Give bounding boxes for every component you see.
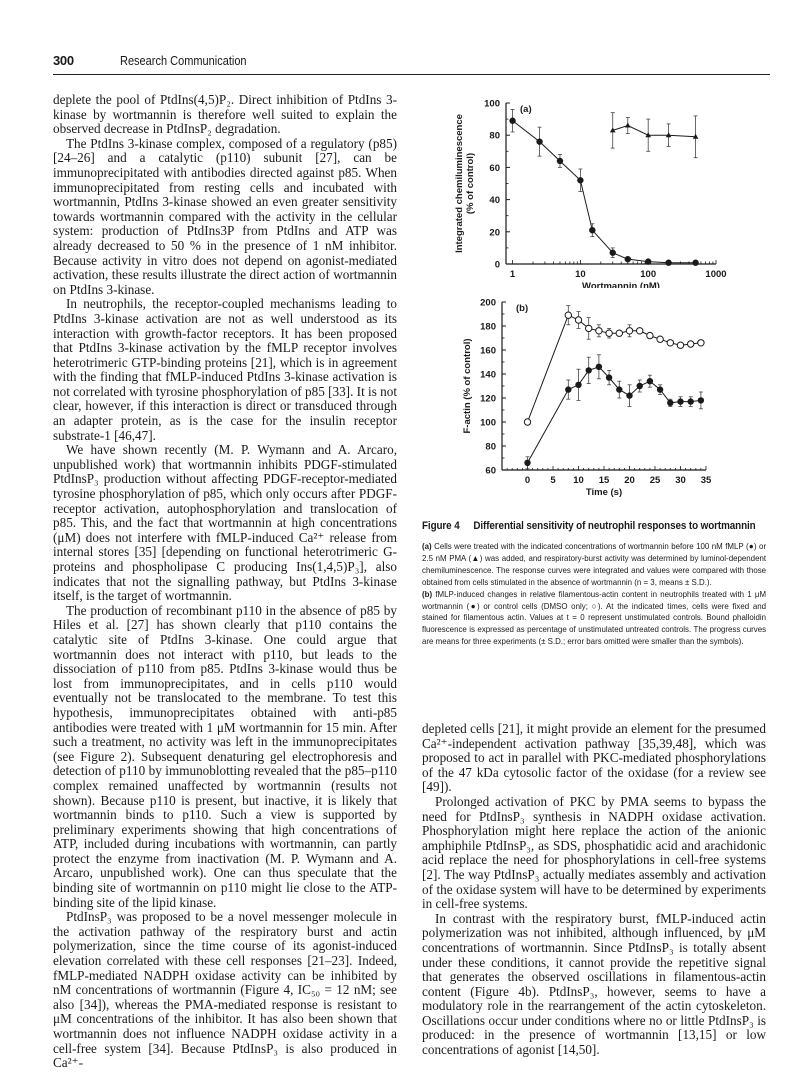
y-tick-label: 60 [485, 465, 496, 477]
data-point [616, 330, 622, 336]
x-axis-label: Time (s) [585, 487, 623, 497]
paragraph: We have shown recently (M. P. Wymann and A. Arcaro, unpublished work) that wortmannin inhibits PDGF-stimulated PtdInsP₃ production without affecting PDGF-receptor-mediated tyrosine phosphorylation of p85, which only occurs after PDGF-receptor activation, autophosphorylation and translocation of p85. This, and the fact that wortmannin at high concentrations (μM) does not interfere with fMLP-induced Ca²⁺ release from internal stores [35] [depending on functional heterotrimeric G-proteins and phospholipase C producing Ins(1,4,5)P₃], also indicates that not the signalling pathway, but PtdIns 3-kinase itself, is the target of wortmannin. [53, 442, 397, 604]
x-tick-label: 15 [598, 475, 610, 486]
y-tick-label: 120 [480, 393, 496, 405]
x-tick-label: 1000 [705, 269, 727, 280]
data-point [625, 123, 631, 128]
running-title: Research Communication [120, 54, 247, 68]
data-point [657, 336, 663, 342]
paragraph: Prolonged activation of PKC by PMA seems to bypass the need for PtdInsP₃ synthesis in NADPH oxidase activation. Phosphorylation might here replace the action of the anionic amphiphile PtdInsP₃, as SDS, phosphatidic acid and arachidonic acid replace the need for phosphorylations in cell-free systems [2]. The way PtdInsP₃ actually mediates assembly and activation of the oxidase system will have to be determined by experiments in cell-free systems. [422, 793, 766, 912]
data-point [692, 260, 698, 266]
paragraph: depleted cells [21], it might provide an element for the presumed Ca²⁺-independent activation pathway [35,39,48], which was proposed to act in parallel with PKC-mediated phosphorylations of the 47 kDa cytosolic factor of the oxidase (for a review see [49]). [422, 721, 766, 795]
data-point [557, 158, 563, 164]
left-column [53, 93, 397, 1071]
x-tick-label: 100 [640, 269, 657, 280]
data-point [698, 397, 704, 403]
paragraph: In contrast with the respiratory burst, fMLP-induced actin polymerization was not inhibited, although influenced, by μM concentrations of wortmannin. Since PtdInsP₃ is totally absent under these conditions, it cannot provide the repetitive signal that generates the observed oscillations in filamentous-actin content (Figure 4b). PtdInsP₃, however, seems to have a modulatory role in the rearrangement of the actin cytoskeleton. Oscillations occur under conditions where no or little PtdInsP₃ is produced: in the presence of wortmannin [13,15] or low concentrations of agonist [14,50]. [422, 910, 766, 1058]
x-axis-label: Wortmannin (nM) [582, 281, 660, 288]
y-tick-label: 60 [489, 162, 500, 174]
series-filled-circle [509, 109, 698, 265]
data-point [589, 227, 595, 233]
data-point [626, 392, 632, 398]
y-tick-label: 180 [480, 321, 496, 333]
paragraph: The PtdIns 3-kinase complex, composed of a regulatory (p85) [24–26] and a catalytic (p110) subunit [27], can be immunoprecipitated with antibodies directed against p85. When immunoprecipitated from resting cells and incubated with wortmannin, PtdIns 3-kinase showed an even greater sensitivity towards wortmannin compared with the activity in the cellular system: production of PtdIns3P from PtdIns and ATP was already decreased to 50 % in the presence of 1 nM inhibitor. Because activity in vitro does not depend on agonist-mediated activation, these results illustrate the direct action of wortmannin on PtdIns 3-kinase. [53, 135, 397, 297]
data-point [610, 250, 616, 256]
y-tick-label: 100 [484, 98, 500, 110]
data-point [637, 328, 643, 334]
data-point [509, 118, 515, 124]
data-point [698, 340, 704, 346]
figure-4a-chart [448, 88, 748, 288]
data-point [666, 132, 672, 137]
right-column [422, 722, 766, 1058]
data-point [565, 386, 571, 392]
data-point [647, 332, 653, 338]
y-tick-label: 20 [489, 227, 500, 239]
data-point [575, 317, 581, 323]
y-tick-label: 40 [489, 195, 500, 207]
paragraph: In neutrophils, the receptor-coupled mechanisms leading to PtdIns 3-kinase activation are not as well understood as its interaction with growth-factor receptors. It has been proposed that PtdIns 3-kinase activation by the fMLP receptor involves heterotrimeric GTP-binding proteins [21], which is in agreement with the finding that fMLP-induced PtdIns 3-kinase activation is not correlated with tyrosine phosphorylation of p85 [33]. It is not clear, however, if this interaction is direct or transduced through an adapter protein, as is the case for the insulin receptor substrate-1 [46,47]. [53, 296, 397, 443]
data-point [626, 328, 632, 334]
figure-4b-chart [448, 292, 748, 497]
page-number: 300 [53, 53, 74, 68]
x-tick-label: 0 [524, 475, 531, 486]
figure-label: Figure 4 [422, 520, 460, 532]
data-point [536, 138, 542, 144]
x-tick-label: 10 [573, 475, 584, 486]
figure-title [422, 520, 756, 532]
x-tick-label: 1 [509, 269, 516, 280]
x-tick-label: 10 [575, 269, 586, 280]
x-tick-label: 5 [550, 475, 556, 486]
data-point [586, 325, 592, 331]
caption-b-label: (b) [422, 588, 433, 599]
caption-body [422, 541, 766, 648]
data-point [524, 460, 530, 466]
data-point [688, 341, 694, 347]
panel-label: (a) [520, 104, 532, 115]
svg-text:Integrated chemiluminescence: Integrated chemiluminescence [454, 114, 465, 253]
caption-a-label: (a) [422, 541, 432, 551]
data-point [616, 386, 622, 392]
page-header [53, 52, 770, 75]
data-point [524, 419, 530, 425]
chart-a-svg [448, 88, 748, 288]
figure-caption [422, 520, 766, 648]
y-axis-label: F-actin (% of control) [462, 338, 473, 434]
data-point [657, 386, 663, 392]
data-point [577, 177, 583, 183]
data-point [667, 340, 673, 346]
y-tick-label: 0 [494, 259, 500, 271]
x-tick-label: 30 [675, 475, 686, 486]
y-tick-label: 80 [489, 130, 500, 142]
y-tick-label: 80 [485, 441, 496, 453]
paragraph: deplete the pool of PtdIns(4,5)P₂. Direct inhibition of PtdIns 3-kinase by wortmannin is therefore well suited to explain the observed decrease in PtdInsP₂ degradation. [53, 92, 397, 137]
data-point [606, 374, 612, 380]
x-tick-label: 25 [649, 475, 661, 486]
series-filled-triangle [610, 113, 698, 158]
figure-title-text: Differential sensitivity of neutrophil responses to wortmannin [473, 520, 756, 532]
data-point [637, 383, 643, 389]
x-tick-label: 20 [624, 475, 635, 486]
data-point [565, 312, 571, 318]
y-tick-label: 140 [480, 369, 496, 381]
y-tick-label: 160 [480, 345, 496, 357]
data-point [667, 400, 673, 406]
y-tick-label: 200 [480, 297, 496, 309]
series-open-circle [524, 306, 704, 426]
data-point [586, 367, 592, 373]
data-point [596, 328, 602, 334]
data-point [575, 382, 581, 388]
data-point [677, 342, 683, 348]
data-point [625, 256, 631, 262]
data-point [606, 330, 612, 336]
data-point [688, 398, 694, 404]
caption-b-text: fMLP-induced changes in relative filamentous-actin content in neutrophils treated with 1 μM wortmannin (●) or control cells (DMSO only; ○). At the indicated times, cells were fixed and stained for filamentous actin. Values at t = 0 represent unstimulated controls. Bound phalloidin fluorescence is expressed as percentage of unstimulated untreated controls. The progress curves are means for three experiments (± S.D.; error bars omitted were smaller than the symbols). [422, 588, 767, 647]
y-axis-label [454, 114, 476, 253]
data-point [665, 260, 671, 266]
data-point [647, 378, 653, 384]
y-tick-label: 100 [480, 417, 496, 429]
svg-text:(% of control): (% of control) [465, 152, 476, 215]
panel-label: (b) [516, 303, 529, 314]
series-filled-circle [524, 355, 704, 469]
x-tick-label: 35 [700, 475, 712, 486]
data-point [645, 258, 651, 264]
paragraph: PtdInsP₃ was proposed to be a novel messenger molecule in the activation pathway of the respiratory burst and actin polymerization, since the time course of its agonist-induced elevation correlated with these cell responses [21–23]. Indeed, fMLP-mediated NADPH oxidase activity can be inhibited by nM concentrations of wortmannin (Figure 4, IC₅₀ = 12 nM; see also [34]), whereas the PMA-mediated response is resistant to μM concentrations of the inhibitor. It has also been shown that wortmannin does not influence NADPH oxidase activity in a cell-free system [34]. Because PtdInsP₃ is also produced in Ca²⁺- [53, 909, 397, 1071]
caption-a-text: Cells were treated with the indicated concentrations of wortmannin before 100 nM fMLP (●) or 2.5 nM PMA (▲) was added, and respiratory-burst activity was determined by luminol-dependent chemiluminescence. The response curves were integrated and values were compared with those obtained from cells stimulated in the absence of wortmannin (n = 3, means ± S.D.). [422, 541, 767, 587]
chart-b-svg [448, 292, 748, 497]
data-point [677, 398, 683, 404]
paragraph: The production of recombinant p110 in the absence of p85 by Hiles et al. [27] has shown clearly that p110 contains the catalytic site of PtdIns 3-kinase. One could argue that wortmannin does not interact with p110, but leads to the dissociation of p110 from p85. PtdIns 3-kinase would thus be lost from immunoprecipitates, and in cells p110 would eventually not be translocated to the membrane. To test this hypothesis, immunoprecipitates obtained with anti-p85 antibodies were treated with 1 μM wortmannin for 15 min. After such a treatment, no activity was left in the immunoprecipitates (see Figure 2). Subsequent denaturing gel electrophoresis and detection of p110 by immunoblotting revealed that the p85–p110 complex remained unaffected by wortmannin (results not shown). Because p110 is present, but inactive, it is likely that wortmannin binds to p110. Such a view is supported by preliminary experiments showing that high concentrations of ATP, included during incubations with wortmannin, can partly protect the enzyme from inactivation (M. P. Wymann and A. Arcaro, unpublished work). One can thus speculate that the binding site of wortmannin on p110 might lie close to the ATP-binding site of the lipid kinase. [53, 602, 397, 910]
data-point [596, 364, 602, 370]
